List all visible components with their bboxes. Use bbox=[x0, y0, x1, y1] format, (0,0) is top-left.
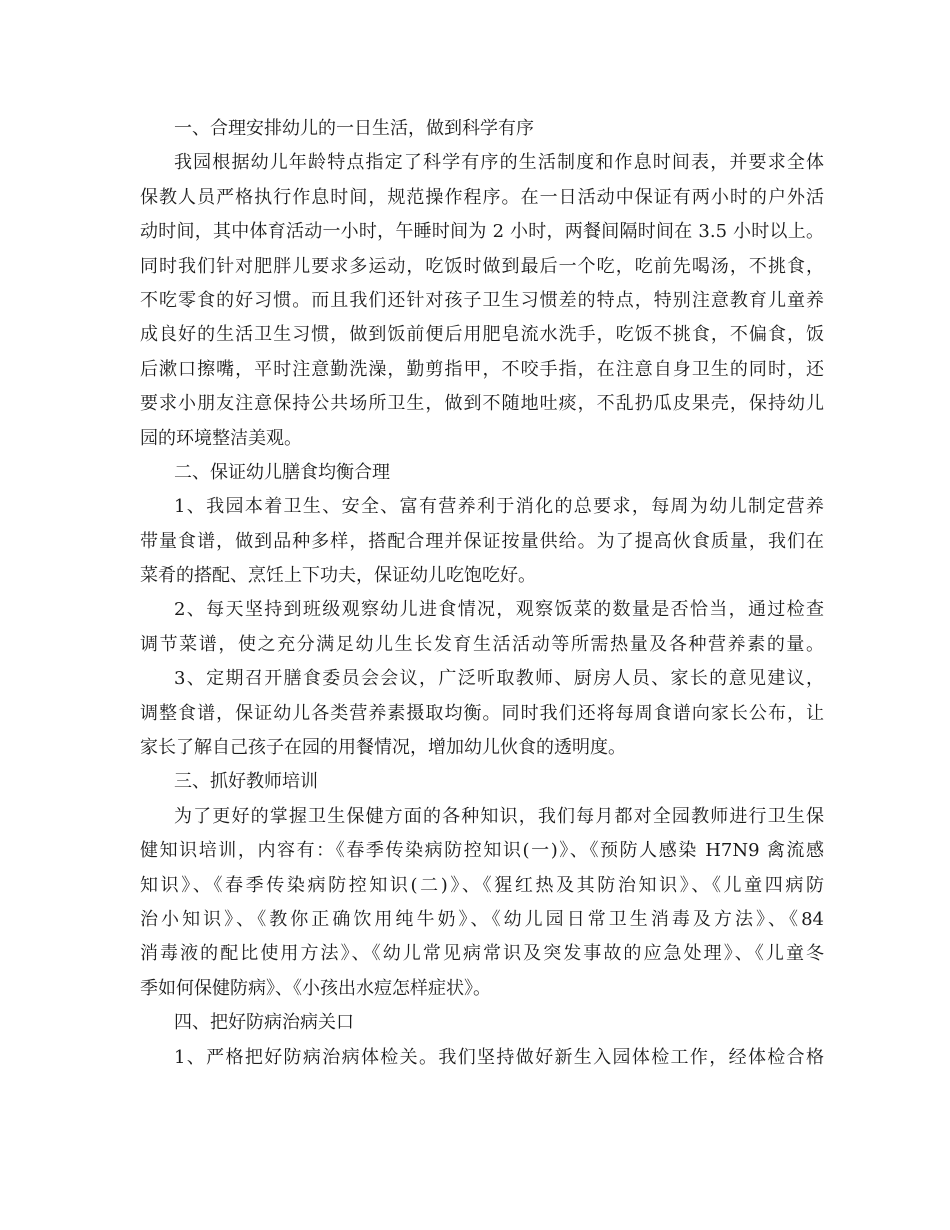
text-line: 健知识培训，内容有：《春季传染病防控知识(一)》、《预防人感染 H7N9 禽流感 bbox=[140, 840, 824, 862]
text-line: 三、抓好教师培训 bbox=[174, 771, 318, 793]
text-line: 后漱口擦嘴，平时注意勤洗澡，勤剪指甲，不咬手指，在注意自身卫生的同时，还 bbox=[140, 358, 824, 380]
text-line: 园的环境整洁美观。 bbox=[140, 427, 302, 449]
text-line: 二、保证幼儿膳食均衡合理 bbox=[174, 461, 390, 483]
text-line: 调整食谱，保证幼儿各类营养素摄取均衡。同时我们还将每周食谱向家长公布，让 bbox=[140, 702, 824, 724]
text-line: 同时我们针对肥胖儿要求多运动，吃饭时做到最后一个吃，吃前先喝汤，不挑食， bbox=[140, 255, 824, 277]
text-line: 我园根据幼儿年龄特点指定了科学有序的生活制度和作息时间表，并要求全体 bbox=[174, 152, 824, 174]
text-line: 3、定期召开膳食委员会会议，广泛听取教师、厨房人员、家长的意见建议， bbox=[174, 668, 824, 690]
text-line: 季如何保健防病》、《小孩出水痘怎样症状》。 bbox=[140, 977, 491, 999]
text-line: 知识》、《春季传染病防控知识(二)》、《猩红热及其防治知识》、《儿童四病防 bbox=[140, 874, 824, 896]
text-line: 动时间，其中体育活动一小时，午睡时间为 2 小时，两餐间隔时间在 3.5 小时以上。 bbox=[140, 221, 824, 243]
text-line: 保教人员严格执行作息时间，规范操作程序。在一日活动中保证有两小时的户外活 bbox=[140, 186, 824, 208]
text-line: 四、把好防病治病关口 bbox=[174, 1012, 354, 1034]
text-line: 1、我园本着卫生、安全、富有营养利于消化的总要求，每周为幼儿制定营养 bbox=[174, 496, 824, 518]
text-line: 菜肴的搭配、烹饪上下功夫，保证幼儿吃饱吃好。 bbox=[140, 565, 536, 587]
text-line: 要求小朋友注意保持公共场所卫生，做到不随地吐痰，不乱扔瓜皮果壳，保持幼儿 bbox=[140, 393, 824, 415]
text-line: 家长了解自己孩子在园的用餐情况，增加幼儿伙食的透明度。 bbox=[140, 737, 626, 759]
text-line: 消毒液的配比使用方法》、《幼儿常见病常识及突发事故的应急处理》、《儿童冬 bbox=[140, 943, 824, 965]
text-line: 不吃零食的好习惯。而且我们还针对孩子卫生习惯差的特点，特别注意教育儿童养 bbox=[140, 289, 824, 311]
text-line: 为了更好的掌握卫生保健方面的各种知识，我们每月都对全园教师进行卫生保 bbox=[174, 805, 824, 827]
text-line: 调节菜谱，使之充分满足幼儿生长发育生活活动等所需热量及各种营养素的量。 bbox=[140, 633, 824, 655]
text-line: 成良好的生活卫生习惯，做到饭前便后用肥皂流水洗手，吃饭不挑食，不偏食，饭 bbox=[140, 324, 824, 346]
text-line: 带量食谱，做到品种多样，搭配合理并保证按量供给。为了提高伙食质量，我们在 bbox=[140, 530, 824, 552]
document-body bbox=[140, 112, 824, 1075]
text-line: 2、每天坚持到班级观察幼儿进食情况，观察饭菜的数量是否恰当，通过检查 bbox=[174, 599, 824, 621]
text-line: 一、合理安排幼儿的一日生活，做到科学有序 bbox=[174, 118, 534, 139]
text-line: 治小知识》、《教你正确饮用纯牛奶》、《幼儿园日常卫生消毒及方法》、《84 bbox=[140, 908, 824, 930]
text-line: 1、严格把好防病治病体检关。我们坚持做好新生入园体检工作，经体检合格 bbox=[174, 1046, 824, 1068]
